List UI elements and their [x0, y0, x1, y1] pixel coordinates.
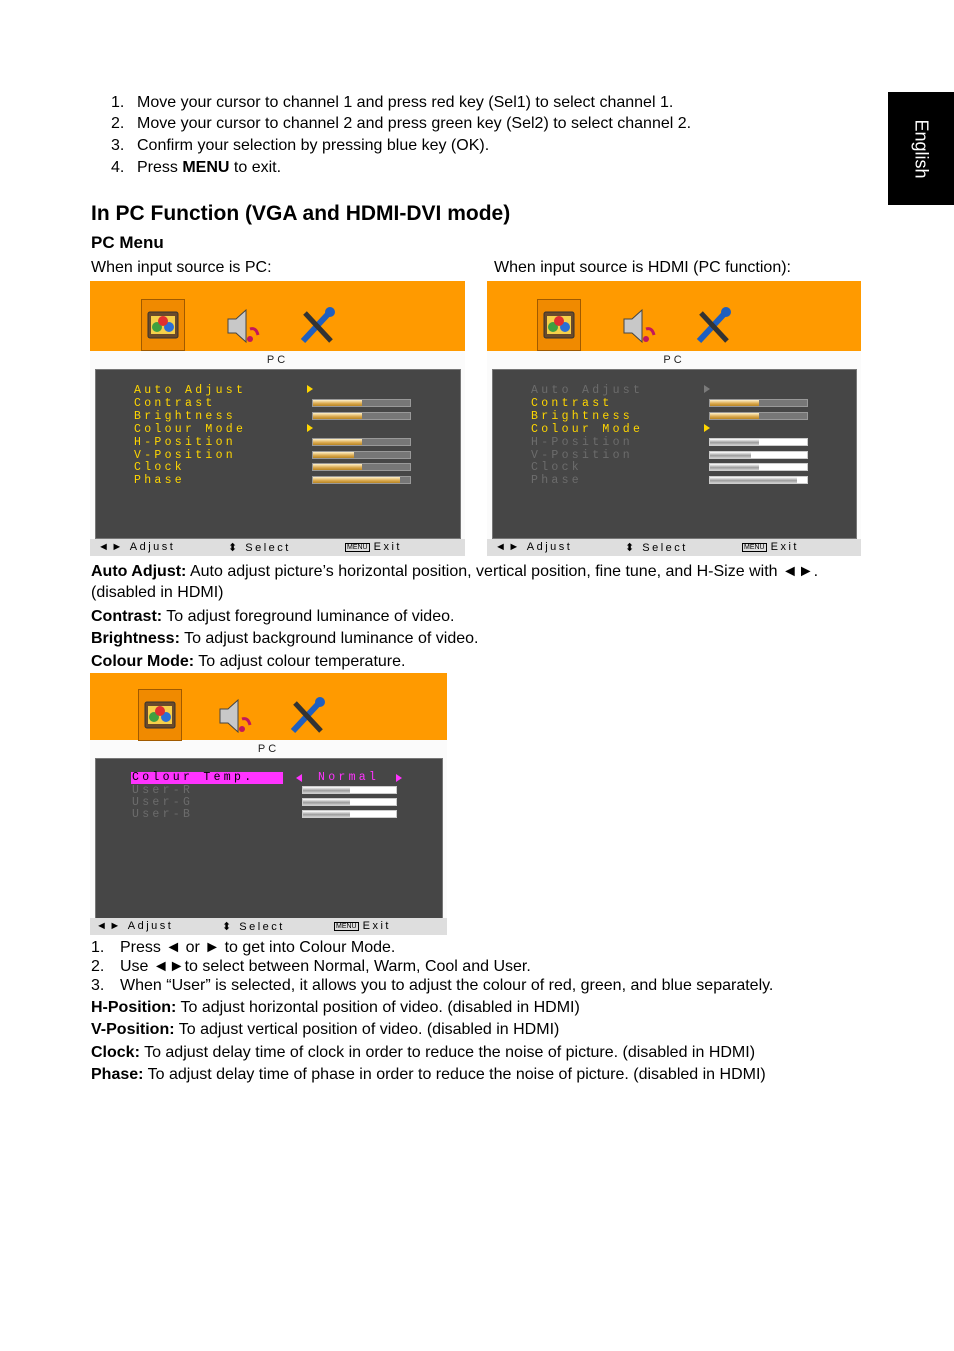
arrow-right-icon — [704, 385, 710, 393]
footer-exit: MENU Exit — [347, 541, 402, 553]
desc-brightness: Brightness: To adjust background luminance of video. — [91, 630, 479, 647]
arrow-right-icon — [704, 424, 710, 432]
osd-slider-bar — [709, 463, 808, 471]
osd-title: PC — [266, 354, 289, 366]
osd-slider-bar — [312, 412, 411, 420]
list-item: 2. Move your cursor to channel 2 and press green key (Sel2) to select channel 2. — [111, 115, 692, 132]
desc-auto-adjust: Auto Adjust: Auto adjust picture’s horizontal position, vertical position, fine tune, and H-Size with ◄►. (disabled in HDMI) — [91, 563, 819, 601]
user-g-label: User-G — [132, 796, 194, 809]
user-b-bar — [302, 810, 397, 818]
osd-menu-item-v-position: V-Position — [134, 449, 237, 462]
osd-menu-item-clock: Clock — [531, 461, 583, 474]
caption-right: When input source is HDMI (PC function): — [494, 259, 791, 276]
desc-contrast: Contrast: To adjust foreground luminance of video. — [91, 608, 455, 625]
footer-select: ⬍ Select — [228, 542, 291, 554]
list-item: 2. Use ◄►to select between Normal, Warm, Cool and User. — [91, 958, 531, 975]
user-r-bar — [302, 786, 397, 794]
desc-v-position: V-Position: To adjust vertical position of video. (disabled in HDMI) — [91, 1021, 560, 1038]
desc-colour-mode: Colour Mode: To adjust colour temperature. — [91, 653, 406, 670]
osd-slider-bar — [312, 438, 411, 446]
picture-icon — [141, 299, 185, 351]
user-r-label: User-R — [132, 784, 194, 797]
osd-slider-bar — [709, 451, 808, 459]
setup-tools-icon — [295, 301, 339, 353]
setup-tools-icon — [691, 301, 735, 353]
osd-menu-item-brightness: Brightness — [531, 410, 634, 423]
osd-menu-item-h-position: H-Position — [134, 436, 237, 449]
osd-slider-bar — [709, 476, 808, 484]
picture-icon — [138, 689, 182, 741]
osd-hdmi-menu-screenshot — [487, 281, 861, 556]
list-item: 4. Press MENU to exit. — [111, 159, 282, 176]
osd-menu-item-phase: Phase — [531, 474, 583, 487]
desc-h-position: H-Position: To adjust horizontal position of video. (disabled in HDMI) — [91, 999, 580, 1016]
footer-adjust: ◄► Adjust — [96, 920, 174, 932]
arrow-right-icon — [307, 424, 313, 432]
colour-temp-label: Colour Temp. — [132, 771, 255, 784]
osd-footer — [90, 918, 447, 935]
user-b-label: User-B — [132, 808, 194, 821]
caption-left: When input source is PC: — [91, 259, 272, 276]
osd-menu-item-contrast: Contrast — [531, 397, 613, 410]
list-item: 3. Confirm your selection by pressing blue key (OK). — [111, 137, 490, 154]
footer-select: ⬍ Select — [625, 542, 688, 554]
osd-footer — [90, 539, 465, 556]
osd-menu-item-contrast: Contrast — [134, 397, 216, 410]
osd-menu-item-auto-adjust: Auto Adjust — [134, 384, 247, 397]
language-tab — [888, 92, 954, 205]
colour-temp-value: Normal — [318, 771, 380, 784]
osd-slider-bar — [312, 451, 411, 459]
arrow-right-icon — [307, 385, 313, 393]
language-tab-label: English — [911, 118, 932, 179]
list-item: 1. Press ◄ or ► to get into Colour Mode. — [91, 939, 396, 956]
osd-footer — [487, 539, 861, 556]
osd-menu-item-phase: Phase — [134, 474, 186, 487]
desc-phase: Phase: To adjust delay time of phase in order to reduce the noise of picture. (disabled in HDMI) — [91, 1066, 766, 1083]
osd-title: PC — [663, 354, 685, 366]
osd-slider-bar — [312, 476, 411, 484]
osd-slider-bar — [312, 399, 411, 407]
sub-heading: PC Menu — [91, 233, 164, 252]
osd-slider-bar — [709, 412, 808, 420]
footer-exit: MENU Exit — [336, 920, 391, 932]
sound-icon — [220, 301, 264, 353]
arrow-left-icon — [296, 774, 302, 782]
footer-exit: MENU Exit — [744, 541, 799, 553]
picture-icon — [537, 299, 581, 351]
osd-menu-item-colour-mode: Colour Mode — [134, 423, 247, 436]
osd-menu-item-auto-adjust: Auto Adjust — [531, 384, 644, 397]
osd-menu-item-colour-mode: Colour Mode — [531, 423, 644, 436]
desc-clock: Clock: To adjust delay time of clock in order to reduce the noise of picture. (disabled in HDMI) — [91, 1044, 756, 1061]
sound-icon — [616, 301, 660, 353]
osd-slider-bar — [709, 438, 808, 446]
osd-menu-item-v-position: V-Position — [531, 449, 634, 462]
osd-slider-bar — [312, 463, 411, 471]
footer-adjust: ◄► Adjust — [495, 541, 573, 553]
list-item: 3. When “User” is selected, it allows you to adjust the colour of red, green, and blue separately. — [91, 977, 774, 994]
osd-colour-mode-screenshot — [90, 673, 447, 935]
arrow-right-icon — [396, 774, 402, 782]
setup-tools-icon — [285, 691, 329, 743]
osd-slider-bar — [709, 399, 808, 407]
osd-title: PC — [257, 743, 280, 755]
user-g-bar — [302, 798, 397, 806]
footer-select: ⬍ Select — [222, 921, 285, 933]
osd-menu-item-brightness: Brightness — [134, 410, 237, 423]
footer-adjust: ◄► Adjust — [98, 541, 176, 553]
osd-menu-item-h-position: H-Position — [531, 436, 634, 449]
osd-pc-menu-screenshot — [90, 281, 465, 556]
sound-icon — [212, 691, 256, 743]
osd-menu-item-clock: Clock — [134, 461, 186, 474]
list-item: 1. Move your cursor to channel 1 and press red key (Sel1) to select channel 1. — [111, 94, 674, 111]
section-heading: In PC Function (VGA and HDMI-DVI mode) — [91, 202, 511, 225]
